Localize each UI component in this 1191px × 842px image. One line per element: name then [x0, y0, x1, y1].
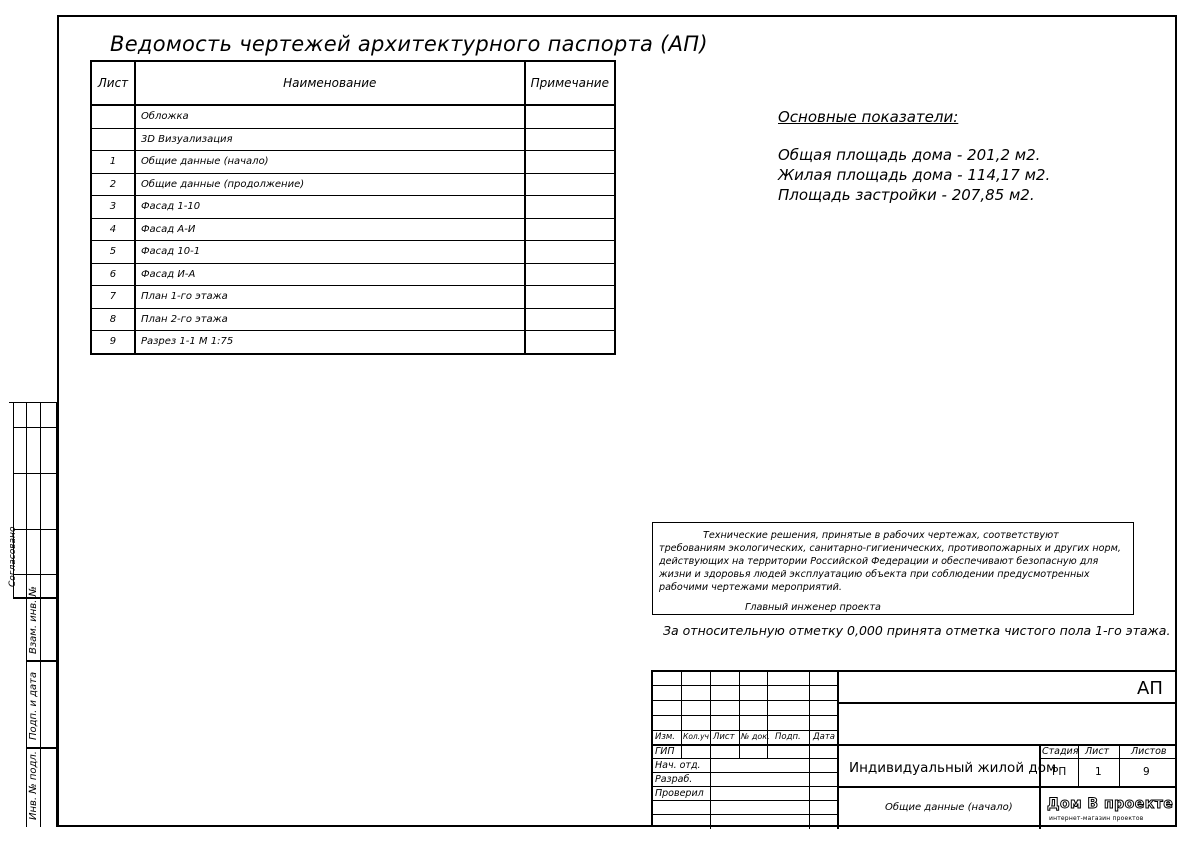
table-row	[91, 128, 615, 151]
title-block	[651, 670, 1177, 827]
row-note	[525, 241, 615, 264]
table-row	[91, 263, 615, 286]
margin-stamp	[9, 402, 57, 827]
sheet-label: Лист	[1085, 746, 1110, 757]
table-row	[91, 218, 615, 241]
table-row	[91, 241, 615, 264]
table-row	[91, 331, 615, 354]
row-num	[91, 105, 135, 128]
row-name: Фасад 1-10	[135, 196, 525, 219]
row-name: План 1-го этажа	[135, 286, 525, 309]
row-num: 1	[91, 151, 135, 174]
sheet-value: 1	[1095, 766, 1102, 778]
row-name: Разрез 1-1 М 1:75	[135, 331, 525, 354]
row-note	[525, 128, 615, 151]
role-gip: ГИП	[655, 746, 675, 757]
header-change: Изм.	[655, 732, 675, 742]
row-num: 7	[91, 286, 135, 309]
table-header-row	[91, 61, 615, 105]
stage-value: РП	[1052, 766, 1067, 778]
table-row	[91, 286, 615, 309]
indicator-building-area: Площадь застройки - 207,85 м2.	[778, 186, 1035, 204]
row-num	[91, 128, 135, 151]
stamp-agreed: Согласовано	[8, 526, 18, 587]
table-row	[91, 151, 615, 174]
table-row	[91, 173, 615, 196]
column-name: Наименование	[135, 61, 525, 105]
row-note	[525, 331, 615, 354]
indicator-living-area: Жилая площадь дома - 114,17 м2.	[778, 166, 1051, 184]
indicator-total-area: Общая площадь дома - 201,2 м2.	[778, 146, 1041, 164]
stamp-inv-orig: Инв. № подл.	[28, 751, 39, 820]
header-qty: Кол.уч	[683, 732, 709, 741]
row-name: Обложка	[135, 105, 525, 128]
indicators-heading: Основные показатели:	[778, 108, 959, 126]
sheet-list-title: Ведомость чертежей архитектурного паспорта (АП)	[110, 32, 708, 56]
row-note	[525, 218, 615, 241]
elevation-note: За относительную отметку 0,000 принята отметка чистого пола 1-го этажа.	[663, 623, 1171, 638]
row-num: 2	[91, 173, 135, 196]
row-note	[525, 173, 615, 196]
row-note	[525, 286, 615, 309]
row-num: 6	[91, 263, 135, 286]
stamp-sign-date: Подп. и дата	[28, 671, 39, 740]
column-sheet: Лист	[91, 61, 135, 105]
row-note	[525, 263, 615, 286]
header-sign: Подп.	[775, 732, 801, 742]
sheet-list-table	[90, 60, 616, 355]
stage-label: Стадия	[1042, 746, 1079, 757]
row-note	[525, 151, 615, 174]
row-name: Общие данные (начало)	[135, 151, 525, 174]
stamp-inv-replace: Взам. инв. №	[28, 586, 39, 654]
row-name: Фасад 10-1	[135, 241, 525, 264]
sheet-title: Общие данные (начало)	[885, 802, 1013, 813]
row-note	[525, 196, 615, 219]
header-doc-no: № док.	[741, 732, 770, 741]
table-row	[91, 105, 615, 128]
table-row	[91, 308, 615, 331]
row-name: Фасад И-А	[135, 263, 525, 286]
document-code: АП	[1137, 678, 1163, 699]
row-num: 9	[91, 331, 135, 354]
sheets-value: 9	[1143, 766, 1150, 778]
row-name: Общие данные (продолжение)	[135, 173, 525, 196]
column-note: Примечание	[525, 61, 615, 105]
header-sheet: Лист	[713, 732, 735, 742]
row-note	[525, 105, 615, 128]
project-name: Индивидуальный жилой дом	[849, 760, 1057, 776]
sheets-label: Листов	[1131, 746, 1167, 757]
role-checker: Проверил	[655, 788, 704, 799]
row-note	[525, 308, 615, 331]
row-num: 3	[91, 196, 135, 219]
header-date: Дата	[813, 732, 836, 742]
company-logo-subtitle: интернет-магазин проектов	[1049, 815, 1144, 822]
row-name: Фасад А-И	[135, 218, 525, 241]
row-num: 5	[91, 241, 135, 264]
row-name: План 2-го этажа	[135, 308, 525, 331]
row-name: 3D Визуализация	[135, 128, 525, 151]
role-developer: Разраб.	[655, 774, 693, 785]
table-row	[91, 196, 615, 219]
role-head-dept: Нач. отд.	[655, 760, 701, 771]
chief-engineer-label: Главный инженер проекта	[745, 602, 881, 613]
technical-note-box	[652, 522, 1134, 615]
row-num: 4	[91, 218, 135, 241]
company-logo: Дом В проекте	[1047, 796, 1174, 812]
technical-note-text: Технические решения, принятые в рабочих чертежах, соответствуют требованиям экологических, санитарно-гигиенических, противопожарных и других норм, действующих на территории Российской Федерации и обеспечивают безопасную для жизни и здоровья людей эксплуатацию объекта при соблюдении предусмотренных рабочими чертежами мероприятий.	[659, 530, 1121, 593]
row-num: 8	[91, 308, 135, 331]
